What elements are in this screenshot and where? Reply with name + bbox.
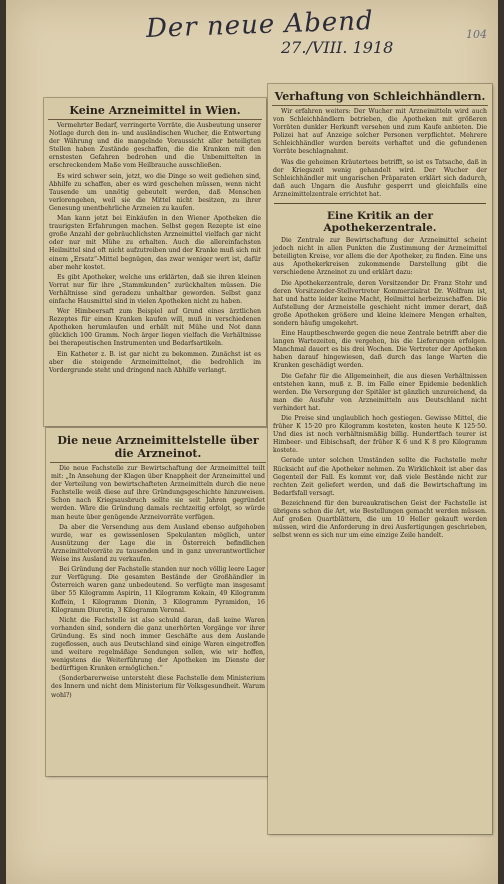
clipping-arzneimittel-wien	[44, 98, 266, 426]
divider	[274, 203, 486, 204]
clipping-subtitle: Eine Kritik an der Apothekerzentrale.	[323, 210, 437, 235]
paragraph: Die Gefahr für die Allgemeinheit, die aus diesen Verhältnissen entstehen kann, muß z. B. im Falle einer Epidemie bedenklich werden. Die Versorgung der Spitäler ist gänzlich unzureichend, da man die Ausfuhr von Arzneimitteln aus Deutschland nicht verhindert hat.	[273, 372, 487, 412]
clipping-body	[273, 108, 487, 199]
paragraph: Vermehrter Bedarf, verringerte Vorräte, die Ausbeutung unserer Notlage durch den in- und ausländischen Wucher, die Entwertung der Währung und die mangelnde Voraussicht aller beteiligten Stellen haben Zustände geschaffen, die die Kranken mit den ernstesten Gefahren bedrohen und die Unbemittelten in erschreckendem Maße vom Heilbrauche ausschließen.	[49, 122, 261, 170]
clipping-body	[49, 122, 261, 375]
paragraph: Bei Gründung der Fachstelle standen nur noch völlig leere Lager zur Verfügung. Die gesamten Bestände der Großhändler in Österreich waren ganz unbedeutend. So verfügte man insgesamt über 55 Kilogramm Aspirin, 11 Kilogramm Kokain, 49 Kilogramm Koffein, 1 Kilogramm Dionin, 3 Kilogramm Pyramidon, 16 Kilogramm Diuretin, 3 Kilogramm Veronal.	[51, 566, 265, 614]
paragraph: Wir erfahren weiters: Der Wucher mit Arzneimitteln wird auch von Schleichhändlern betrieben, die Apotheken mit größeren Vorräten dunkler Herkunft versehen und zum Kaufe anbieten. Die Polizei hat auf Anzeige solcher Personen verpflichtet. Mehrere Schleichhändler wurden bereits verhaftet und die gefundenen Vorräte beschlagnahmt.	[273, 108, 487, 156]
handwritten-date: 27./VIII. 1918	[281, 38, 394, 57]
paragraph: Bezeichnend für den bureaukratischen Geist der Fachstelle ist übrigens schon die Art, wie Bestellungen gemacht werden müssen. Auf großen Quartblättern, die um 10 Heller gekauft werden müssen, wird die Anforderung in drei Ausfertigungen geschrieben, selbst wenn es sich nur um eine einzige Zeile handelt.	[273, 499, 487, 540]
paragraph: Was die geheimen Kräutertees betrifft, so ist es Tatsache, daß in der Kriegszeit wenig gehandelt wird. Der Wucher der Schleichhändler mit ungarischen Präparaten erklärt sich dadurch, daß auch Ungarn die Ausfuhr gesperrt und gleichfalls eine Arzneimittelzentrale errichtet hat.	[273, 158, 487, 198]
paragraph: Die Zentrale zur Bewirtschaftung der Arzneimittel scheint jedoch nicht in allen Punkten die Zustimmung der Arzneimittel beteiligten Kreise, vor allem die der Apotheker, zu finden. Eine uns aus Apothekerkreisen zukommende Darstellung gibt die verschiedene Arzneinot zu und erklärt dazu:	[273, 237, 487, 277]
clipping-body	[51, 465, 265, 700]
handwritten-newspaper-name: Der neue Abend	[145, 6, 375, 44]
clipping-title: Keine Arzneimittel in Wien.	[48, 104, 262, 120]
paragraph: Da aber die Versendung aus dem Ausland ebenso aufgehoben wurde, war es gewissenlosen Spekulanten möglich, unter Ausnützung der Lage die in Österreich befindlichen Arzneimittelvorräte zu tausenden und in ganz unverantwortlicher Weise ins Ausland zu verkaufen.	[51, 523, 265, 564]
archive-sheet	[6, 0, 498, 884]
paragraph: Gerade unter solchen Umständen sollte die Fachstelle mehr Rücksicht auf die Apotheker nehmen. Zu Wirklichkeit ist aber das Gegenteil der Fall. Es kommt vor, daß viele Bestände nicht zur rechten Zeit geliefert werden, und daß die Bewirtschaftung im Bedarfsfall versagt.	[273, 457, 487, 497]
paragraph: Die Preise sind unglaublich hoch gestiegen. Gewisse Mittel, die früher K 15·20 pro Kilogramm kosteten, kosten heute K 125·50. Und dies ist noch verhältnismäßig billig. Hundertfach teurer ist Himbeer- und Eibischsaft, der früher K 6 und K 8 pro Kilogramm kostete.	[273, 415, 487, 455]
paragraph: Nicht die Fachstelle ist also schuld daran, daß keine Waren vorhanden sind, sondern die ganz unerhörten Vorgänge vor ihrer Gründung. Es sind noch immer Geschäfte aus dem Auslande zugeflossen, auch aus Deutschland sind einige Waren eingetroffen und weitere regelmäßige Sendungen sollen, wie wir hoffen, wenigstens die Weiterführung der Apotheken im Dienste der bedürftigen Kranken ermöglichen.“	[51, 616, 265, 673]
paragraph: (Sonderbarerweise untersteht diese Fachstelle dem Ministerium des Innern und nicht dem Ministerium für Volksgesundheit. Warum wohl?)	[51, 675, 265, 699]
paragraph: Man kann jetzt bei Einkäufen in den Wiener Apotheken die traurigsten Erfahrungen machen. Selbst gegen Rezepte ist eine große Anzahl der gebräuchlichsten Arzneimittel vielfach gar nicht oder nur mit Mühe zu erhalten. Auch die allereinfachsten Heilmittel sind oft nicht aufzutreiben und der Kranke muß sich mit einem „Ersatz“-Mittel begnügen, das zwar weniger wert ist, dafür aber mehr kostet.	[49, 215, 261, 271]
archive-number: 104	[466, 28, 487, 41]
paragraph: Wer Himbeersaft zum Beispiel auf Grund eines ärztlichen Rezeptes für einen Kranken kaufen will, muß in verschiedenen Apotheken herumlaufen und erhält mit Mühe und Not dann glücklich 100 Gramm. Noch ärger liegen vielfach die Verhältnisse bei therapeutischen Instrumenten und Bedarfsartikeln.	[49, 308, 261, 348]
paragraph: Die neue Fachstelle zur Bewirtschaftung der Arzneimittel teilt mit: „In Ansehung der Klagen über Knappheit der Arzneimittel und der Verteilung von bewirtschafteten Arzneimitteln durch die neue Fachstelle weiß diese auf ihre Gründungsgeschichte hinzuweisen. Schon nach Kriegsausbruch sollte sie seit Jahren gegründet werden. Wäre die Gründung damals rechtzeitig erfolgt, so würde man heute über genügende Arzneivorräte verfügen.	[51, 465, 265, 521]
clipping-verhaftung	[268, 84, 492, 834]
paragraph: Eine Hauptbeschwerde gegen die neue Zentrale betrifft aber die langen Wartezeiten, die vergehen, bis die Lieferungen erfolgen. Manchmal dauert es bis drei Wochen. Die Vertreter der Apotheken haben darauf hingewiesen, daß durch das lange Warten die Kranken geschädigt werden.	[273, 330, 487, 370]
clipping-body	[273, 237, 487, 540]
clipping-arzneimittelstelle	[46, 428, 270, 776]
paragraph: Ein Katheter z. B. ist gar nicht zu bekommen. Zunächst ist es aber die steigende Arzneimittelnot, die bedrohlich im Vordergrunde steht und dringend nach Abhilfe verlangt.	[49, 350, 261, 374]
paragraph: Es wird schwer sein, jetzt, wo die Dinge so weit gediehen sind, Abhilfe zu schaffen, aber es wird geschehen müssen, wenn nicht Tausende um unnötig gebeutelt werden, daß Menschen verlorengehen, weil sie die Mittel nicht besitzen, zu ihrer Genesung unentbehrliche Arzneien zu kaufen.	[49, 172, 261, 212]
paragraph: Es gibt Apotheker, welche uns erklärten, daß sie ihren kleinen Vorrat nur für ihre „Stammkunden“ zurückhalten müssen. Die Verhältnisse sind geradezu unhaltbar geworden. Selbst ganz einfache Hausmittel sind in vielen Apotheken nicht zu haben.	[49, 273, 261, 305]
paragraph: Die Apothekerzentrale, deren Vorsitzender Dr. Franz Stohr und deren Vorsitzender-Stellvertreter Kommerzialrat Dr. Wolfram ist, hat und hatte leider keine Macht, Heilmittel herbeizuschaffen. Die Aufstellung der Arzneistelle geschieht nicht immer derart, daß große Apotheken größere und kleine kleinere Mengen erhalten, sondern häufig umgekehrt.	[273, 279, 487, 327]
clipping-title: Verhaftung von Schleichhändlern.	[272, 90, 488, 106]
clipping-title: Die neue Arzneimittelstelle über die Arzneinot.	[50, 434, 266, 463]
